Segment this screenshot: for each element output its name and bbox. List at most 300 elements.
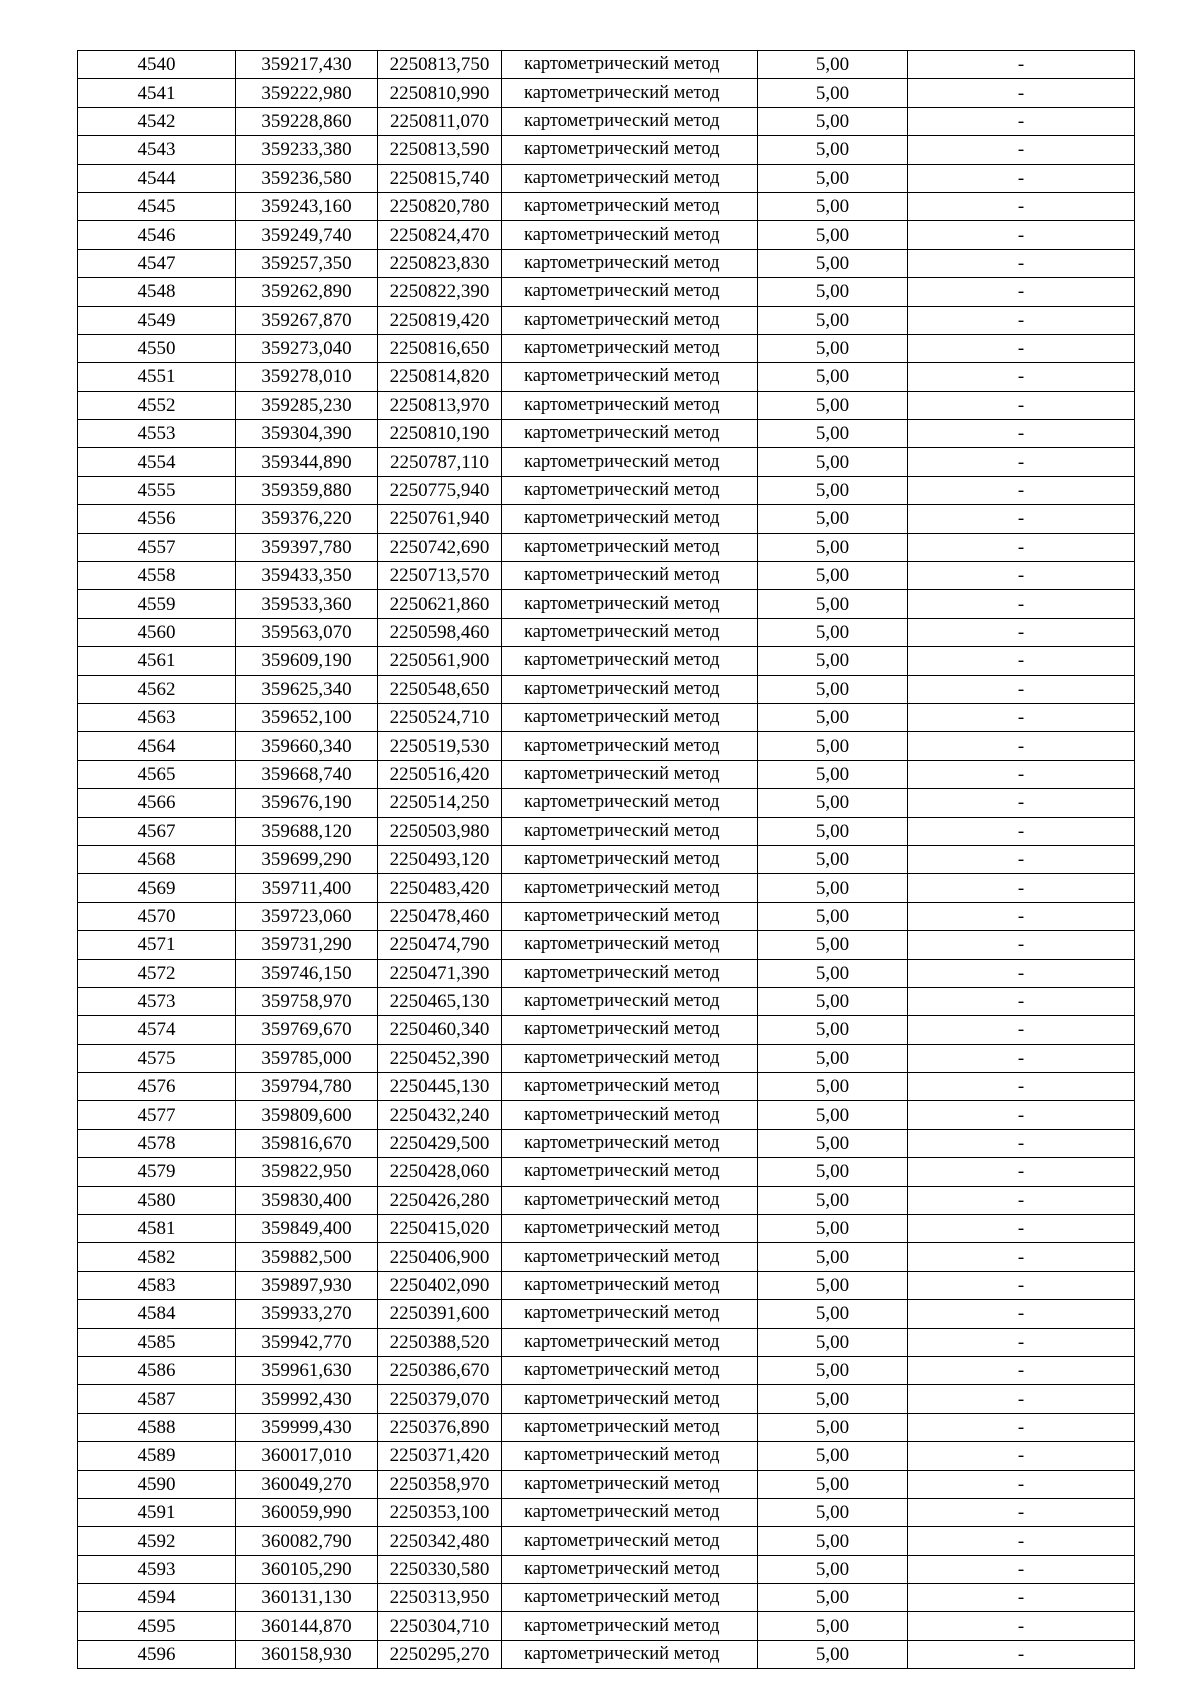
table-row [78, 391, 1135, 419]
y-coordinate-cell: 2250474,790 [378, 931, 502, 959]
y-coordinate-cell: 2250810,190 [378, 420, 502, 448]
method-cell: картометрический метод [502, 902, 758, 930]
method-cell: картометрический метод [502, 476, 758, 504]
accuracy-cell: 5,00 [758, 249, 908, 277]
description-cell: - [908, 647, 1135, 675]
y-coordinate-cell: 2250775,940 [378, 476, 502, 504]
table-row [78, 136, 1135, 164]
method-cell: картометрический метод [502, 760, 758, 788]
x-coordinate-cell: 360131,130 [236, 1584, 378, 1612]
method-cell: картометрический метод [502, 306, 758, 334]
point-number-cell: 4546 [78, 221, 236, 249]
point-number-cell: 4577 [78, 1101, 236, 1129]
point-number-cell: 4548 [78, 278, 236, 306]
method-cell: картометрический метод [502, 136, 758, 164]
x-coordinate-cell: 359933,270 [236, 1300, 378, 1328]
accuracy-cell: 5,00 [758, 278, 908, 306]
description-cell: - [908, 249, 1135, 277]
description-cell: - [908, 675, 1135, 703]
x-coordinate-cell: 360059,990 [236, 1498, 378, 1526]
point-number-cell: 4556 [78, 505, 236, 533]
y-coordinate-cell: 2250483,420 [378, 874, 502, 902]
accuracy-cell: 5,00 [758, 306, 908, 334]
point-number-cell: 4553 [78, 420, 236, 448]
accuracy-cell: 5,00 [758, 1385, 908, 1413]
y-coordinate-cell: 2250713,570 [378, 562, 502, 590]
point-number-cell: 4545 [78, 192, 236, 220]
point-number-cell: 4591 [78, 1498, 236, 1526]
table-row [78, 249, 1135, 277]
method-cell: картометрический метод [502, 1215, 758, 1243]
point-number-cell: 4570 [78, 902, 236, 930]
point-number-cell: 4573 [78, 987, 236, 1015]
y-coordinate-cell: 2250426,280 [378, 1186, 502, 1214]
method-cell: картометрический метод [502, 51, 758, 79]
description-cell: - [908, 1442, 1135, 1470]
y-coordinate-cell: 2250514,250 [378, 789, 502, 817]
accuracy-cell: 5,00 [758, 703, 908, 731]
y-coordinate-cell: 2250503,980 [378, 817, 502, 845]
accuracy-cell: 5,00 [758, 647, 908, 675]
coordinates-table-body [78, 51, 1135, 1669]
y-coordinate-cell: 2250415,020 [378, 1215, 502, 1243]
description-cell: - [908, 533, 1135, 561]
method-cell: картометрический метод [502, 1413, 758, 1441]
table-row [78, 1555, 1135, 1583]
method-cell: картометрический метод [502, 1300, 758, 1328]
method-cell: картометрический метод [502, 221, 758, 249]
accuracy-cell: 5,00 [758, 51, 908, 79]
table-row [78, 448, 1135, 476]
accuracy-cell: 5,00 [758, 760, 908, 788]
accuracy-cell: 5,00 [758, 902, 908, 930]
point-number-cell: 4584 [78, 1300, 236, 1328]
method-cell: картометрический метод [502, 420, 758, 448]
accuracy-cell: 5,00 [758, 874, 908, 902]
table-row [78, 1328, 1135, 1356]
table-row [78, 1300, 1135, 1328]
x-coordinate-cell: 359731,290 [236, 931, 378, 959]
description-cell: - [908, 1527, 1135, 1555]
method-cell: картометрический метод [502, 931, 758, 959]
method-cell: картометрический метод [502, 363, 758, 391]
table-row [78, 1243, 1135, 1271]
x-coordinate-cell: 359243,160 [236, 192, 378, 220]
table-row [78, 902, 1135, 930]
x-coordinate-cell: 359257,350 [236, 249, 378, 277]
table-row [78, 1215, 1135, 1243]
table-row [78, 334, 1135, 362]
accuracy-cell: 5,00 [758, 107, 908, 135]
point-number-cell: 4547 [78, 249, 236, 277]
point-number-cell: 4582 [78, 1243, 236, 1271]
description-cell: - [908, 1300, 1135, 1328]
y-coordinate-cell: 2250816,650 [378, 334, 502, 362]
point-number-cell: 4587 [78, 1385, 236, 1413]
accuracy-cell: 5,00 [758, 1328, 908, 1356]
y-coordinate-cell: 2250379,070 [378, 1385, 502, 1413]
accuracy-cell: 5,00 [758, 391, 908, 419]
y-coordinate-cell: 2250819,420 [378, 306, 502, 334]
description-cell: - [908, 817, 1135, 845]
accuracy-cell: 5,00 [758, 618, 908, 646]
point-number-cell: 4571 [78, 931, 236, 959]
method-cell: картометрический метод [502, 590, 758, 618]
method-cell: картометрический метод [502, 79, 758, 107]
table-row [78, 192, 1135, 220]
point-number-cell: 4569 [78, 874, 236, 902]
description-cell: - [908, 1271, 1135, 1299]
x-coordinate-cell: 359376,220 [236, 505, 378, 533]
accuracy-cell: 5,00 [758, 221, 908, 249]
y-coordinate-cell: 2250432,240 [378, 1101, 502, 1129]
x-coordinate-cell: 359609,190 [236, 647, 378, 675]
x-coordinate-cell: 359397,780 [236, 533, 378, 561]
accuracy-cell: 5,00 [758, 1271, 908, 1299]
method-cell: картометрический метод [502, 874, 758, 902]
accuracy-cell: 5,00 [758, 1640, 908, 1668]
description-cell: - [908, 363, 1135, 391]
x-coordinate-cell: 359711,400 [236, 874, 378, 902]
y-coordinate-cell: 2250371,420 [378, 1442, 502, 1470]
y-coordinate-cell: 2250428,060 [378, 1158, 502, 1186]
accuracy-cell: 5,00 [758, 1470, 908, 1498]
table-row [78, 1186, 1135, 1214]
x-coordinate-cell: 359249,740 [236, 221, 378, 249]
y-coordinate-cell: 2250402,090 [378, 1271, 502, 1299]
accuracy-cell: 5,00 [758, 476, 908, 504]
x-coordinate-cell: 360158,930 [236, 1640, 378, 1668]
accuracy-cell: 5,00 [758, 931, 908, 959]
table-row [78, 476, 1135, 504]
table-row [78, 221, 1135, 249]
accuracy-cell: 5,00 [758, 789, 908, 817]
table-row [78, 760, 1135, 788]
method-cell: картометрический метод [502, 987, 758, 1015]
y-coordinate-cell: 2250823,830 [378, 249, 502, 277]
y-coordinate-cell: 2250445,130 [378, 1073, 502, 1101]
method-cell: картометрический метод [502, 1328, 758, 1356]
table-row [78, 1612, 1135, 1640]
description-cell: - [908, 902, 1135, 930]
point-number-cell: 4593 [78, 1555, 236, 1583]
method-cell: картометрический метод [502, 505, 758, 533]
table-row [78, 107, 1135, 135]
accuracy-cell: 5,00 [758, 192, 908, 220]
method-cell: картометрический метод [502, 448, 758, 476]
y-coordinate-cell: 2250813,590 [378, 136, 502, 164]
y-coordinate-cell: 2250814,820 [378, 363, 502, 391]
x-coordinate-cell: 359723,060 [236, 902, 378, 930]
y-coordinate-cell: 2250820,780 [378, 192, 502, 220]
table-row [78, 533, 1135, 561]
y-coordinate-cell: 2250406,900 [378, 1243, 502, 1271]
table-row [78, 420, 1135, 448]
table-row [78, 79, 1135, 107]
accuracy-cell: 5,00 [758, 1356, 908, 1384]
description-cell: - [908, 136, 1135, 164]
x-coordinate-cell: 359942,770 [236, 1328, 378, 1356]
method-cell: картометрический метод [502, 1555, 758, 1583]
table-row [78, 505, 1135, 533]
point-number-cell: 4561 [78, 647, 236, 675]
point-number-cell: 4551 [78, 363, 236, 391]
description-cell: - [908, 476, 1135, 504]
x-coordinate-cell: 359236,580 [236, 164, 378, 192]
point-number-cell: 4575 [78, 1044, 236, 1072]
table-row [78, 1044, 1135, 1072]
description-cell: - [908, 590, 1135, 618]
accuracy-cell: 5,00 [758, 1129, 908, 1157]
method-cell: картометрический метод [502, 1243, 758, 1271]
y-coordinate-cell: 2250295,270 [378, 1640, 502, 1668]
point-number-cell: 4595 [78, 1612, 236, 1640]
point-number-cell: 4557 [78, 533, 236, 561]
x-coordinate-cell: 359533,360 [236, 590, 378, 618]
x-coordinate-cell: 360017,010 [236, 1442, 378, 1470]
point-number-cell: 4588 [78, 1413, 236, 1441]
accuracy-cell: 5,00 [758, 817, 908, 845]
table-row [78, 1413, 1135, 1441]
point-number-cell: 4554 [78, 448, 236, 476]
description-cell: - [908, 1555, 1135, 1583]
point-number-cell: 4544 [78, 164, 236, 192]
accuracy-cell: 5,00 [758, 1498, 908, 1526]
description-cell: - [908, 732, 1135, 760]
method-cell: картометрический метод [502, 391, 758, 419]
description-cell: - [908, 1243, 1135, 1271]
point-number-cell: 4542 [78, 107, 236, 135]
table-row [78, 675, 1135, 703]
point-number-cell: 4578 [78, 1129, 236, 1157]
method-cell: картометрический метод [502, 845, 758, 873]
y-coordinate-cell: 2250524,710 [378, 703, 502, 731]
method-cell: картометрический метод [502, 1016, 758, 1044]
description-cell: - [908, 959, 1135, 987]
description-cell: - [908, 1584, 1135, 1612]
table-row [78, 278, 1135, 306]
method-cell: картометрический метод [502, 1498, 758, 1526]
description-cell: - [908, 1470, 1135, 1498]
method-cell: картометрический метод [502, 334, 758, 362]
point-number-cell: 4590 [78, 1470, 236, 1498]
x-coordinate-cell: 360144,870 [236, 1612, 378, 1640]
point-number-cell: 4574 [78, 1016, 236, 1044]
description-cell: - [908, 420, 1135, 448]
y-coordinate-cell: 2250813,750 [378, 51, 502, 79]
x-coordinate-cell: 359992,430 [236, 1385, 378, 1413]
accuracy-cell: 5,00 [758, 959, 908, 987]
accuracy-cell: 5,00 [758, 505, 908, 533]
description-cell: - [908, 1328, 1135, 1356]
accuracy-cell: 5,00 [758, 79, 908, 107]
method-cell: картометрический метод [502, 732, 758, 760]
point-number-cell: 4572 [78, 959, 236, 987]
point-number-cell: 4579 [78, 1158, 236, 1186]
description-cell: - [908, 1215, 1135, 1243]
description-cell: - [908, 79, 1135, 107]
coordinates-table [77, 50, 1135, 1669]
x-coordinate-cell: 359228,860 [236, 107, 378, 135]
table-row [78, 874, 1135, 902]
method-cell: картометрический метод [502, 1186, 758, 1214]
accuracy-cell: 5,00 [758, 136, 908, 164]
x-coordinate-cell: 359625,340 [236, 675, 378, 703]
accuracy-cell: 5,00 [758, 1186, 908, 1214]
table-row [78, 1527, 1135, 1555]
description-cell: - [908, 1186, 1135, 1214]
method-cell: картометрический метод [502, 1584, 758, 1612]
y-coordinate-cell: 2250386,670 [378, 1356, 502, 1384]
y-coordinate-cell: 2250561,900 [378, 647, 502, 675]
point-number-cell: 4559 [78, 590, 236, 618]
accuracy-cell: 5,00 [758, 363, 908, 391]
y-coordinate-cell: 2250304,710 [378, 1612, 502, 1640]
point-number-cell: 4563 [78, 703, 236, 731]
y-coordinate-cell: 2250342,480 [378, 1527, 502, 1555]
table-row [78, 1073, 1135, 1101]
point-number-cell: 4549 [78, 306, 236, 334]
accuracy-cell: 5,00 [758, 845, 908, 873]
description-cell: - [908, 874, 1135, 902]
method-cell: картометрический метод [502, 1470, 758, 1498]
table-row [78, 931, 1135, 959]
description-cell: - [908, 1073, 1135, 1101]
x-coordinate-cell: 359758,970 [236, 987, 378, 1015]
table-row [78, 562, 1135, 590]
table-row [78, 647, 1135, 675]
x-coordinate-cell: 359267,870 [236, 306, 378, 334]
table-row [78, 1101, 1135, 1129]
point-number-cell: 4541 [78, 79, 236, 107]
table-row [78, 363, 1135, 391]
point-number-cell: 4543 [78, 136, 236, 164]
method-cell: картометрический метод [502, 533, 758, 561]
table-row [78, 1640, 1135, 1668]
table-row [78, 618, 1135, 646]
x-coordinate-cell: 359652,100 [236, 703, 378, 731]
description-cell: - [908, 703, 1135, 731]
x-coordinate-cell: 359769,670 [236, 1016, 378, 1044]
x-coordinate-cell: 359897,930 [236, 1271, 378, 1299]
method-cell: картометрический метод [502, 1640, 758, 1668]
point-number-cell: 4594 [78, 1584, 236, 1612]
description-cell: - [908, 1640, 1135, 1668]
x-coordinate-cell: 359660,340 [236, 732, 378, 760]
description-cell: - [908, 618, 1135, 646]
table-row [78, 789, 1135, 817]
description-cell: - [908, 505, 1135, 533]
accuracy-cell: 5,00 [758, 420, 908, 448]
table-row [78, 1158, 1135, 1186]
x-coordinate-cell: 359273,040 [236, 334, 378, 362]
y-coordinate-cell: 2250813,970 [378, 391, 502, 419]
point-number-cell: 4552 [78, 391, 236, 419]
description-cell: - [908, 164, 1135, 192]
table-row [78, 1498, 1135, 1526]
table-row [78, 1129, 1135, 1157]
table-row [78, 51, 1135, 79]
y-coordinate-cell: 2250471,390 [378, 959, 502, 987]
description-cell: - [908, 789, 1135, 817]
method-cell: картометрический метод [502, 1527, 758, 1555]
table-row [78, 732, 1135, 760]
table-row [78, 1385, 1135, 1413]
x-coordinate-cell: 359830,400 [236, 1186, 378, 1214]
x-coordinate-cell: 359668,740 [236, 760, 378, 788]
table-row [78, 1584, 1135, 1612]
y-coordinate-cell: 2250742,690 [378, 533, 502, 561]
method-cell: картометрический метод [502, 817, 758, 845]
description-cell: - [908, 1016, 1135, 1044]
accuracy-cell: 5,00 [758, 448, 908, 476]
y-coordinate-cell: 2250822,390 [378, 278, 502, 306]
method-cell: картометрический метод [502, 1385, 758, 1413]
y-coordinate-cell: 2250493,120 [378, 845, 502, 873]
x-coordinate-cell: 359433,350 [236, 562, 378, 590]
x-coordinate-cell: 359882,500 [236, 1243, 378, 1271]
point-number-cell: 4564 [78, 732, 236, 760]
description-cell: - [908, 1498, 1135, 1526]
x-coordinate-cell: 359217,430 [236, 51, 378, 79]
x-coordinate-cell: 359344,890 [236, 448, 378, 476]
x-coordinate-cell: 359809,600 [236, 1101, 378, 1129]
method-cell: картометрический метод [502, 1101, 758, 1129]
x-coordinate-cell: 359794,780 [236, 1073, 378, 1101]
x-coordinate-cell: 359359,880 [236, 476, 378, 504]
accuracy-cell: 5,00 [758, 590, 908, 618]
x-coordinate-cell: 359849,400 [236, 1215, 378, 1243]
description-cell: - [908, 278, 1135, 306]
table-row [78, 845, 1135, 873]
accuracy-cell: 5,00 [758, 1101, 908, 1129]
method-cell: картометрический метод [502, 278, 758, 306]
table-row [78, 817, 1135, 845]
description-cell: - [908, 1129, 1135, 1157]
y-coordinate-cell: 2250621,860 [378, 590, 502, 618]
description-cell: - [908, 221, 1135, 249]
accuracy-cell: 5,00 [758, 334, 908, 362]
table-row [78, 1271, 1135, 1299]
y-coordinate-cell: 2250548,650 [378, 675, 502, 703]
y-coordinate-cell: 2250452,390 [378, 1044, 502, 1072]
point-number-cell: 4550 [78, 334, 236, 362]
description-cell: - [908, 1612, 1135, 1640]
description-cell: - [908, 987, 1135, 1015]
y-coordinate-cell: 2250516,420 [378, 760, 502, 788]
method-cell: картометрический метод [502, 618, 758, 646]
x-coordinate-cell: 359746,150 [236, 959, 378, 987]
accuracy-cell: 5,00 [758, 675, 908, 703]
x-coordinate-cell: 360082,790 [236, 1527, 378, 1555]
y-coordinate-cell: 2250388,520 [378, 1328, 502, 1356]
x-coordinate-cell: 359785,000 [236, 1044, 378, 1072]
y-coordinate-cell: 2250391,600 [378, 1300, 502, 1328]
method-cell: картометрический метод [502, 192, 758, 220]
y-coordinate-cell: 2250429,500 [378, 1129, 502, 1157]
accuracy-cell: 5,00 [758, 1442, 908, 1470]
accuracy-cell: 5,00 [758, 1243, 908, 1271]
method-cell: картометрический метод [502, 647, 758, 675]
point-number-cell: 4596 [78, 1640, 236, 1668]
table-row [78, 987, 1135, 1015]
y-coordinate-cell: 2250598,460 [378, 618, 502, 646]
y-coordinate-cell: 2250358,970 [378, 1470, 502, 1498]
point-number-cell: 4540 [78, 51, 236, 79]
description-cell: - [908, 334, 1135, 362]
x-coordinate-cell: 359222,980 [236, 79, 378, 107]
method-cell: картометрический метод [502, 1271, 758, 1299]
